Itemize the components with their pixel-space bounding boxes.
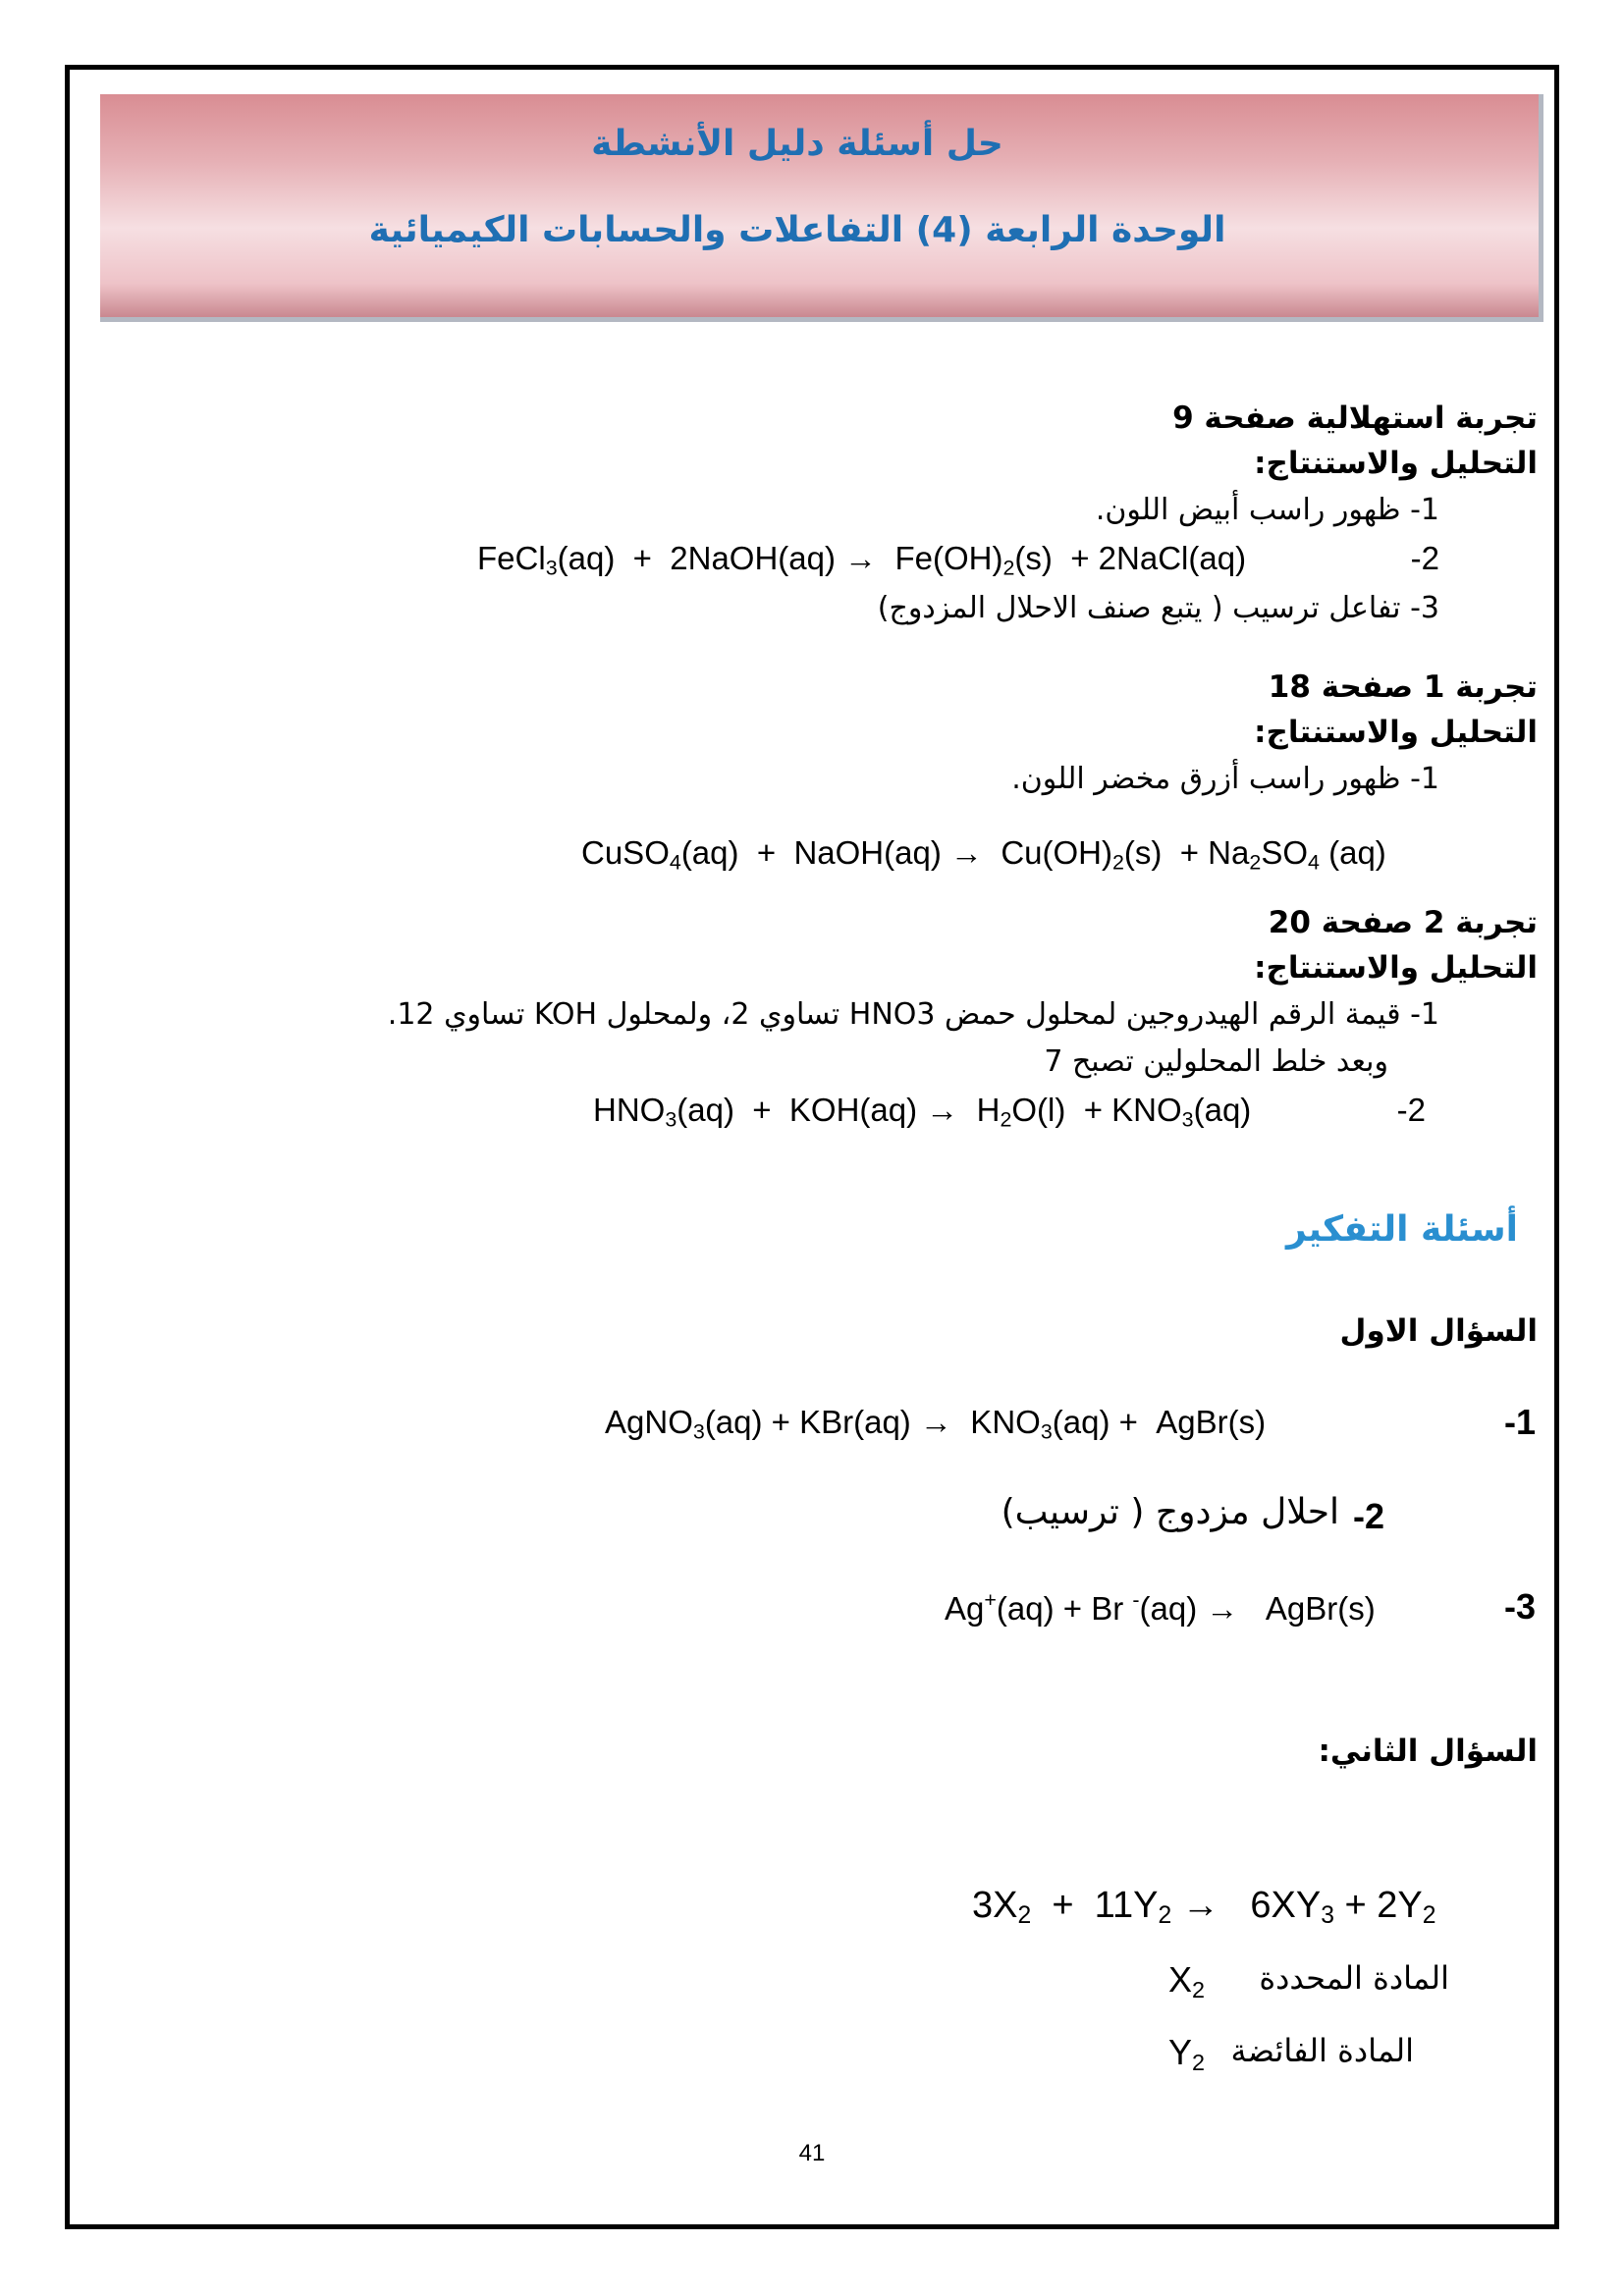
q1-a1-num: -1 xyxy=(1503,1402,1536,1442)
exp2-title: تجربة 1 صفحة 18 xyxy=(1268,669,1538,705)
exp1-analysis: التحليل والاستنتاج: xyxy=(1254,446,1538,481)
exp2-equation: CuSO$_4$(aq) + NaOH(aq) → $Cu(OH)_2(s) + Na_2SO_4$ (aq) xyxy=(581,834,1386,875)
exp1-item3: 3- تفاعل ترسيب ( يتبع صنف الاحلال المزدوج) xyxy=(877,591,1439,625)
header-banner xyxy=(100,94,1543,322)
exp1-title: تجربة استهلالية صفحة 9 xyxy=(1172,400,1538,436)
exp3-title: تجربة 2 صفحة 20 xyxy=(1268,905,1538,940)
exp3-equation: $HNO_3(aq) + KOH(aq) \to H_2O(l) + KNO_3(aq)$ xyxy=(593,1092,1252,1132)
q2-limiting-label: المادة المحددة xyxy=(1259,1959,1449,1997)
exp3-analysis: التحليل والاستنتاج: xyxy=(1254,950,1538,986)
header-unit: الوحدة الرابعة (4) التفاعلات والحسابات الكيميائية xyxy=(368,210,1226,250)
header-title: حل أسئلة دليل الأنشطة xyxy=(591,124,1003,164)
exp2-analysis: التحليل والاستنتاج: xyxy=(1254,715,1538,750)
q2-excess-label: المادة الفائضة xyxy=(1230,2032,1414,2069)
q1-title: السؤال الاول xyxy=(1339,1313,1538,1349)
q2-excess-value: $Y_2$ xyxy=(1168,2032,1206,2075)
exp3-item2-num: -2 xyxy=(1396,1092,1426,1128)
exp1-equation: FeCl$_3$(aq) + 2NaOH(aq) → $Fe(OH)_2(s)$ + 2NaCl(aq) xyxy=(477,540,1247,580)
q2-limiting-value: $X_2$ xyxy=(1168,1959,1206,2002)
exp3-item1-cont: وبعد خلط المحلولين تصبح 7 xyxy=(1044,1044,1388,1079)
q1-a2-num: -2 xyxy=(1352,1496,1384,1536)
q1-a3-num: -3 xyxy=(1503,1586,1536,1627)
exp3-item1: 1- قيمة الرقم الهيدروجين لمحلول حمض HNO3 تساوي 2، ولمحلول KOH تساوي 12. xyxy=(387,997,1439,1032)
q1-a1-equation: AgNO$_3$(aq) + $KBr(aq) \to KNO_3(aq)$ + AgBr(s) xyxy=(605,1404,1267,1444)
exp2-item1: 1- ظهور راسب أزرق مخضر اللون. xyxy=(1011,762,1439,796)
q2-title: السؤال الثاني: xyxy=(1318,1734,1538,1769)
q1-a3-equation: Ag+(aq) + Br -(aq) → AgBr(s) xyxy=(945,1588,1376,1627)
exp1-item2-num: -2 xyxy=(1410,540,1439,576)
q1-a2-text: احلال مزدوج ( ترسيب) xyxy=(1001,1492,1339,1532)
thinking-title: أسئلة التفكير xyxy=(1286,1209,1518,1250)
q2-equation: $3X_2 + 11Y_2 \to 6XY_3 + 2Y_2$ xyxy=(972,1885,1436,1930)
exp1-item1: 1- ظهور راسب أبيض اللون. xyxy=(1095,493,1439,527)
page-number: 41 xyxy=(798,2140,826,2166)
